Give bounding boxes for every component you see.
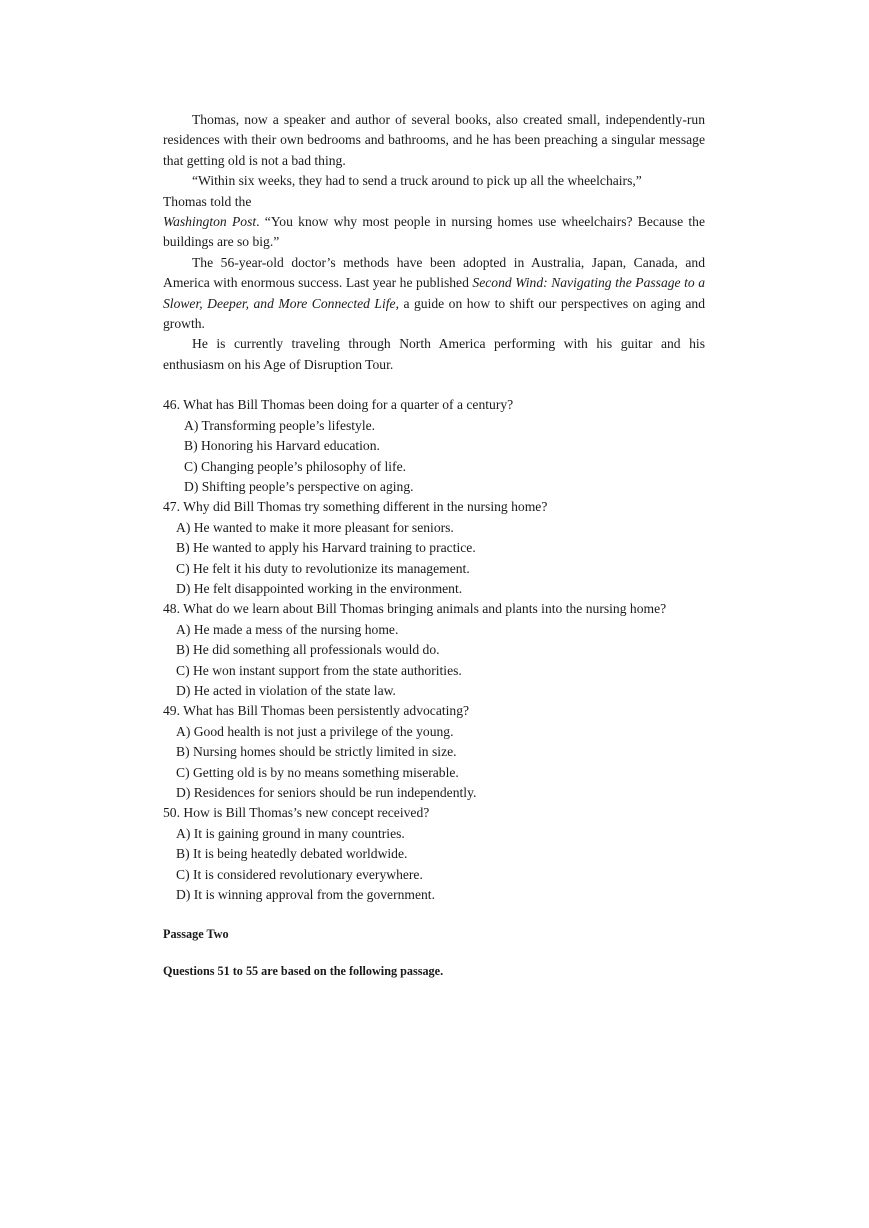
question-text: 48. What do we learn about Bill Thomas bringing animals and plants into the nursing home?	[163, 601, 667, 617]
book-title: Second Wind: Navigating the Passage to a Slower, Deeper, and More Connected Life	[163, 275, 705, 311]
question-text: 49. What has Bill Thomas been persistently advocating?	[163, 703, 470, 719]
question-text: 46. What has Bill Thomas been doing for a quarter of a century?	[163, 397, 514, 413]
paragraph-3-lead: The 56-year-old doctor’s methods have been adopted in Australia, Japan, Canada, and America with enormous success. Last year he published	[163, 254, 705, 291]
option-c: C) Getting old is by no means something miserable.	[176, 764, 459, 780]
passage-paragraph-3	[163, 253, 705, 335]
document-page	[163, 110, 705, 980]
publication-title: Washington Post	[163, 214, 257, 230]
question-47	[163, 497, 705, 599]
option-a: A) Good health is not just a privilege of the young.	[176, 723, 454, 739]
paragraph-3-tail: , a guide on how to shift our perspectives on aging and growth.	[163, 295, 705, 332]
question-48	[163, 599, 705, 701]
option-b: B) He wanted to apply his Harvard training to practice.	[176, 540, 476, 556]
section-instruction: Questions 51 to 55 are based on the following passage.	[163, 964, 444, 979]
option-c: C) It is considered revolutionary everywhere.	[176, 866, 423, 882]
option-d: D) It is winning approval from the government.	[176, 887, 435, 903]
option-c: C) Changing people’s philosophy of life.	[184, 458, 407, 474]
option-a: A) It is gaining ground in many countries.	[176, 825, 405, 841]
section-title: Passage Two	[163, 927, 229, 942]
passage-paragraph-2-line-1: “Within six weeks, they had to send a truck around to pick up all the wheelchairs,”	[192, 173, 642, 189]
option-a: A) Transforming people’s lifestyle.	[184, 417, 376, 433]
option-c: C) He won instant support from the state authorities.	[176, 662, 462, 678]
option-a: A) He made a mess of the nursing home.	[176, 621, 399, 637]
quote-text: . “You know why most people in nursing homes use wheelchairs? Because the buildings are so big.”	[163, 214, 705, 250]
spacer	[163, 375, 705, 395]
option-a: A) He wanted to make it more pleasant for seniors.	[176, 519, 454, 535]
question-46	[163, 395, 705, 497]
option-d: D) He acted in violation of the state law.	[176, 682, 396, 698]
question-text: 50. How is Bill Thomas’s new concept received?	[163, 805, 430, 821]
option-b: B) It is being heatedly debated worldwide.	[176, 846, 408, 862]
passage-paragraph-2-continued	[163, 212, 705, 253]
option-d: D) Residences for seniors should be run independently.	[176, 785, 477, 800]
question-text: 47. Why did Bill Thomas try something different in the nursing home?	[163, 499, 548, 515]
option-b: B) He did something all professionals would do.	[176, 642, 440, 658]
option-c: C) He felt it his duty to revolutionize its management.	[176, 560, 470, 576]
option-d: D) Shifting people’s perspective on aging.	[184, 478, 414, 494]
question-49	[163, 701, 705, 803]
option-b: B) Honoring his Harvard education.	[184, 438, 380, 454]
passage-paragraph-4: He is currently traveling through North America performing with his guitar and his enthusiasm on his Age of Disruption Tour.	[163, 336, 705, 372]
passage-paragraph-1: Thomas, now a speaker and author of several books, also created small, independently-run residences with their own bedrooms and bathrooms, and he has been preaching a singular message that getting old is not a bad thing.	[163, 112, 705, 168]
question-50	[163, 803, 705, 905]
passage-paragraph-2-line-2: Thomas told the	[163, 193, 252, 209]
option-d: D) He felt disappointed working in the environment.	[176, 580, 463, 596]
option-b: B) Nursing homes should be strictly limited in size.	[176, 744, 457, 760]
